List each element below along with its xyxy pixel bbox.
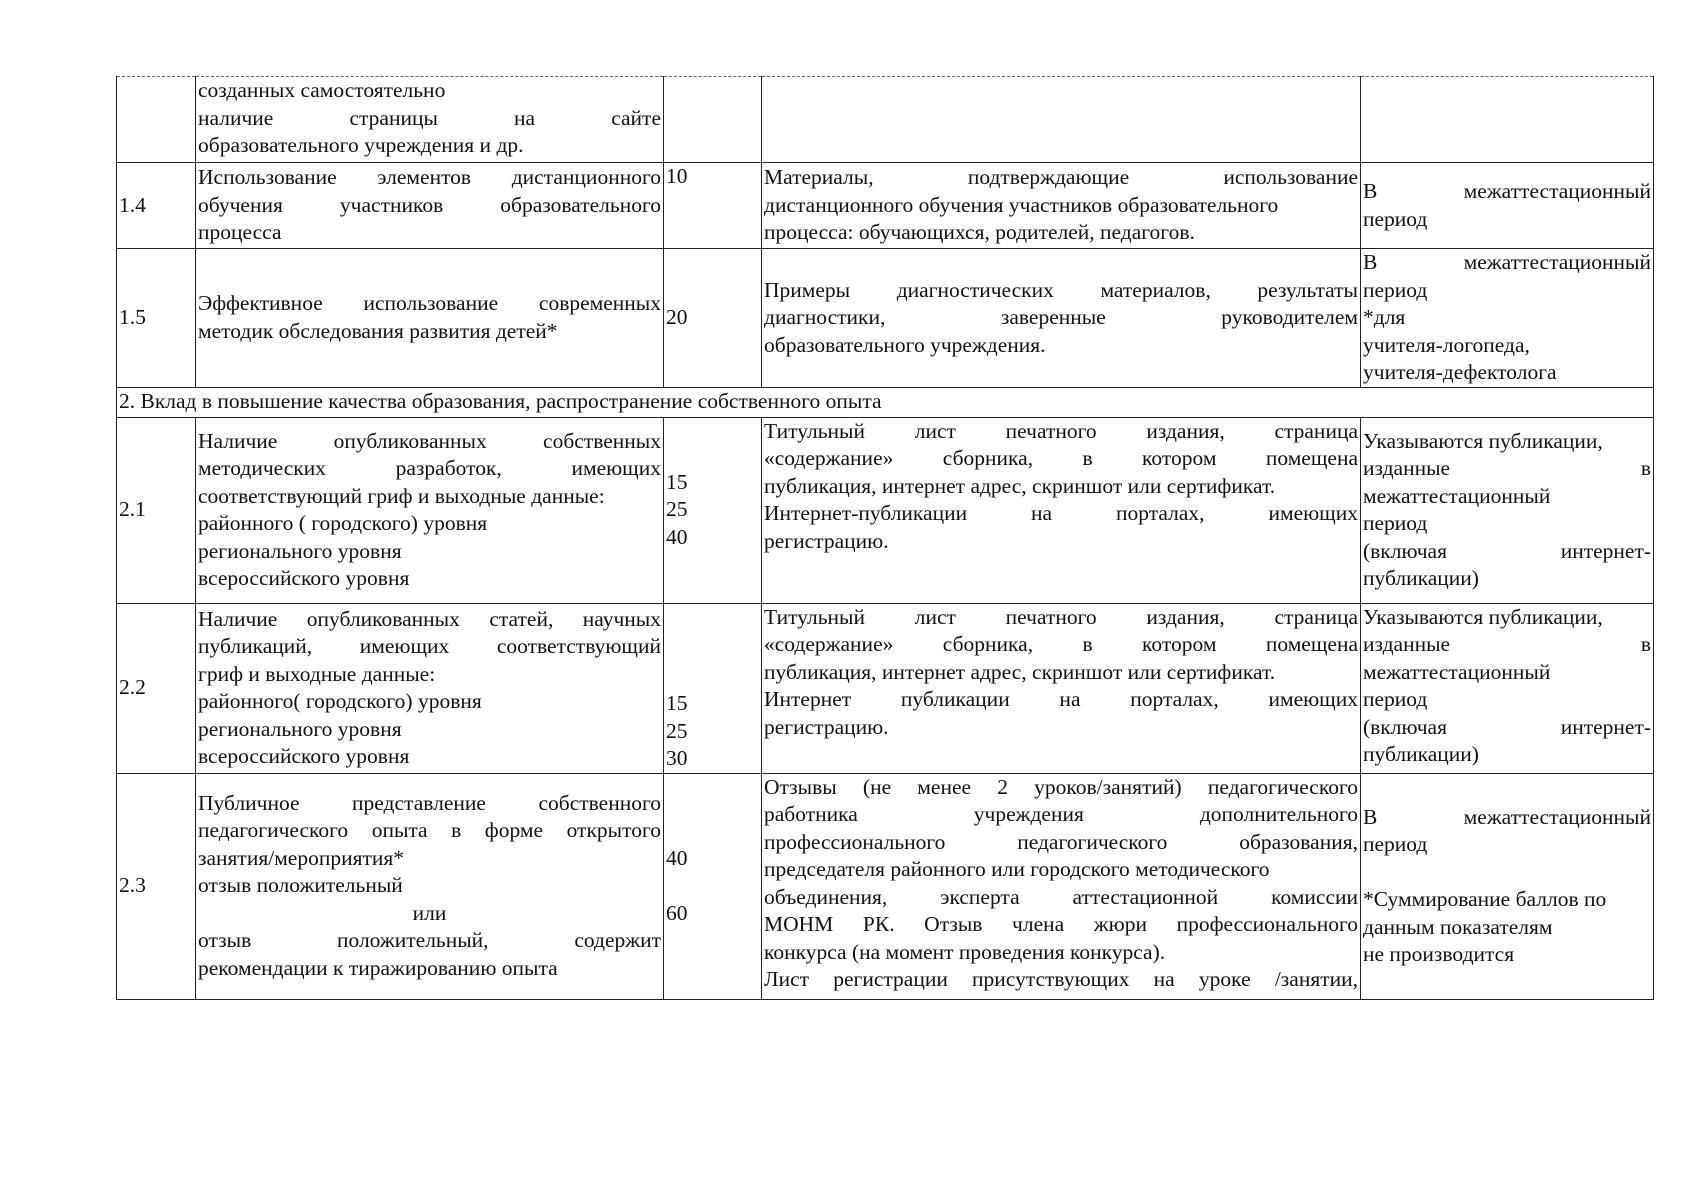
criterion-line: районного ( городского) уровня	[198, 511, 488, 535]
points-value: 40	[666, 845, 688, 870]
table-row	[117, 249, 1654, 388]
row-number: 2.2	[117, 603, 196, 773]
note-line: Указываются публикации,	[1363, 604, 1603, 629]
table-row	[117, 417, 1654, 603]
criterion-cell	[196, 603, 664, 773]
notes-cell	[1361, 249, 1654, 388]
note-line: (включая интернет-	[1363, 538, 1651, 563]
criterion-line: Эффективное использование современных	[198, 291, 661, 316]
row-number	[117, 77, 196, 163]
document-line: конкурса (на момент проведения конкурса).	[764, 939, 1166, 964]
note-line: Указываются публикации,	[1363, 428, 1603, 453]
criterion-line: регионального уровня	[198, 716, 402, 741]
criterion-line: районного( городского) уровня	[198, 689, 482, 713]
document-line: Титульный лист печатного издания, страница	[764, 604, 1358, 629]
table-row	[117, 603, 1654, 773]
note-line: публикации)	[1363, 566, 1479, 590]
criterion-line: Использование элементов дистанционного	[198, 165, 661, 190]
notes-cell	[1361, 773, 1654, 999]
criterion-line: всероссийского уровня	[198, 566, 410, 590]
notes-cell	[1361, 77, 1654, 163]
points-cell	[664, 249, 762, 388]
document-line: Интернет-публикации на порталах, имеющих	[764, 501, 1358, 525]
criterion-line: обучения участников образовательного	[198, 192, 661, 217]
criterion-line: педагогического опыта в форме открытого	[198, 818, 661, 843]
criterion-cell	[196, 773, 664, 999]
document-line: объединения, эксперта аттестационной комиссии	[764, 884, 1358, 909]
row-number: 2.1	[117, 417, 196, 603]
row-number: 1.5	[117, 249, 196, 388]
notes-cell	[1361, 603, 1654, 773]
note-line: период	[1363, 687, 1428, 711]
note-line: В межаттестационный	[1363, 250, 1651, 274]
row-number: 1.4	[117, 163, 196, 249]
document-line: процесса: обучающихся, родителей, педагогов.	[764, 220, 1195, 245]
criterion-line: занятия/мероприятия*	[198, 845, 405, 870]
note-line: *для	[1363, 305, 1406, 329]
note-line: публикации)	[1363, 742, 1479, 766]
points-cell	[664, 773, 762, 999]
document-line: Отзывы (не менее 2 уроков/занятий) педагогического	[764, 774, 1358, 799]
documents-cell	[762, 163, 1361, 249]
points-value: 25	[666, 497, 688, 522]
document-line: публикация, интернет адрес, скриншот или сертификат.	[764, 473, 1276, 498]
document-line: МОНМ РК. Отзыв члена жюри профессионального	[764, 912, 1358, 936]
criterion-line: Наличие опубликованных статей, научных	[198, 606, 661, 631]
points-value: 10	[666, 164, 688, 188]
document-line: регистрацию.	[764, 714, 889, 739]
document-line: Интернет публикации на порталах, имеющих	[764, 687, 1358, 711]
criterion-line: Публичное представление собственного	[198, 790, 661, 815]
criterion-line: процесса	[198, 220, 282, 245]
note-line: изданные в	[1363, 456, 1651, 480]
criterion-cell	[196, 163, 664, 249]
criterion-line: образовательного учреждения и др.	[198, 133, 524, 157]
document-line: образовательного учреждения.	[764, 332, 1046, 357]
criterion-line: отзыв положительный, содержит	[198, 928, 661, 953]
criterion-line: или	[412, 900, 447, 925]
document-line: председателя районного или городского методического	[764, 857, 1270, 881]
document-line: Материалы, подтверждающие использование	[764, 165, 1358, 190]
criterion-line: созданных самостоятельно	[198, 78, 446, 102]
criterion-line: публикаций, имеющих соответствующий	[198, 634, 661, 658]
table-row	[117, 163, 1654, 249]
criterion-line: методических разработок, имеющих	[198, 456, 661, 480]
section-header-row	[117, 387, 1654, 417]
note-line: (включая интернет-	[1363, 714, 1651, 739]
note-line: учителя-дефектолога	[1363, 360, 1557, 384]
document-line: диагностики, заверенные руководителем	[764, 305, 1358, 329]
note-line: данным показателям	[1363, 914, 1553, 939]
points-cell	[664, 163, 762, 249]
points-cell	[664, 417, 762, 603]
documents-cell	[762, 603, 1361, 773]
points-value: 25	[666, 718, 688, 743]
documents-cell	[762, 773, 1361, 999]
note-line: учителя-логопеда,	[1363, 332, 1530, 357]
document-line: Титульный лист печатного издания, страница	[764, 418, 1358, 443]
note-line: изданные в	[1363, 632, 1651, 656]
note-line: период	[1363, 832, 1428, 856]
criterion-cell	[196, 77, 664, 163]
document-line: профессионального педагогического образования,	[764, 829, 1358, 854]
document-line: регистрацию.	[764, 528, 889, 553]
section-title: 2. Вклад в повышение качества образования, распространение собственного опыта	[117, 387, 1654, 417]
documents-cell	[762, 417, 1361, 603]
points-cell	[664, 77, 762, 163]
criterion-cell	[196, 417, 664, 603]
note-line: период	[1363, 511, 1428, 535]
table-row	[117, 773, 1654, 999]
criterion-line: наличие страницы на сайте	[198, 105, 661, 130]
note-line: В межаттестационный	[1363, 179, 1651, 203]
document-line: «содержание» сборника, в котором помещена	[764, 632, 1358, 656]
criterion-line: Наличие опубликованных собственных	[198, 428, 661, 453]
document-line: «содержание» сборника, в котором помещена	[764, 446, 1358, 470]
criteria-table	[116, 76, 1654, 1000]
document-line: работника учреждения дополнительного	[764, 802, 1358, 826]
notes-cell	[1361, 417, 1654, 603]
document-line: дистанционного обучения участников образовательного	[764, 192, 1279, 217]
points-value: 15	[666, 469, 688, 494]
note-line: период	[1363, 206, 1428, 231]
points-value: 40	[666, 524, 688, 549]
note-line: межаттестационный	[1363, 483, 1551, 508]
criterion-cell	[196, 249, 664, 388]
note-line: период	[1363, 277, 1428, 302]
points-value: 30	[666, 746, 688, 770]
note-line: не производится	[1363, 942, 1515, 966]
criterion-line: рекомендации к тиражированию опыта	[198, 955, 558, 980]
note-line: *Суммирование баллов по	[1363, 887, 1607, 911]
documents-cell	[762, 249, 1361, 388]
points-value: 20	[666, 305, 688, 329]
points-value: 60	[666, 900, 688, 925]
criterion-line: отзыв положительный	[198, 873, 403, 898]
criterion-line: методик обследования развития детей*	[198, 318, 558, 343]
criterion-line: регионального уровня	[198, 538, 402, 563]
documents-cell	[762, 77, 1361, 163]
document-line: Примеры диагностических материалов, результаты	[764, 277, 1358, 302]
notes-cell	[1361, 163, 1654, 249]
points-value: 15	[666, 691, 688, 715]
points-cell	[664, 603, 762, 773]
note-line: межаттестационный	[1363, 659, 1551, 684]
criterion-line: гриф и выходные данные:	[198, 661, 436, 686]
document-line: Лист регистрации присутствующих на уроке /занятии,	[764, 967, 1358, 991]
row-number: 2.3	[117, 773, 196, 999]
criterion-line: соответствующий гриф и выходные данные:	[198, 483, 605, 508]
criterion-line: всероссийского уровня	[198, 744, 410, 768]
table-row	[117, 77, 1654, 163]
document-line: публикация, интернет адрес, скриншот или сертификат.	[764, 659, 1276, 684]
note-line: В межаттестационный	[1363, 804, 1651, 829]
